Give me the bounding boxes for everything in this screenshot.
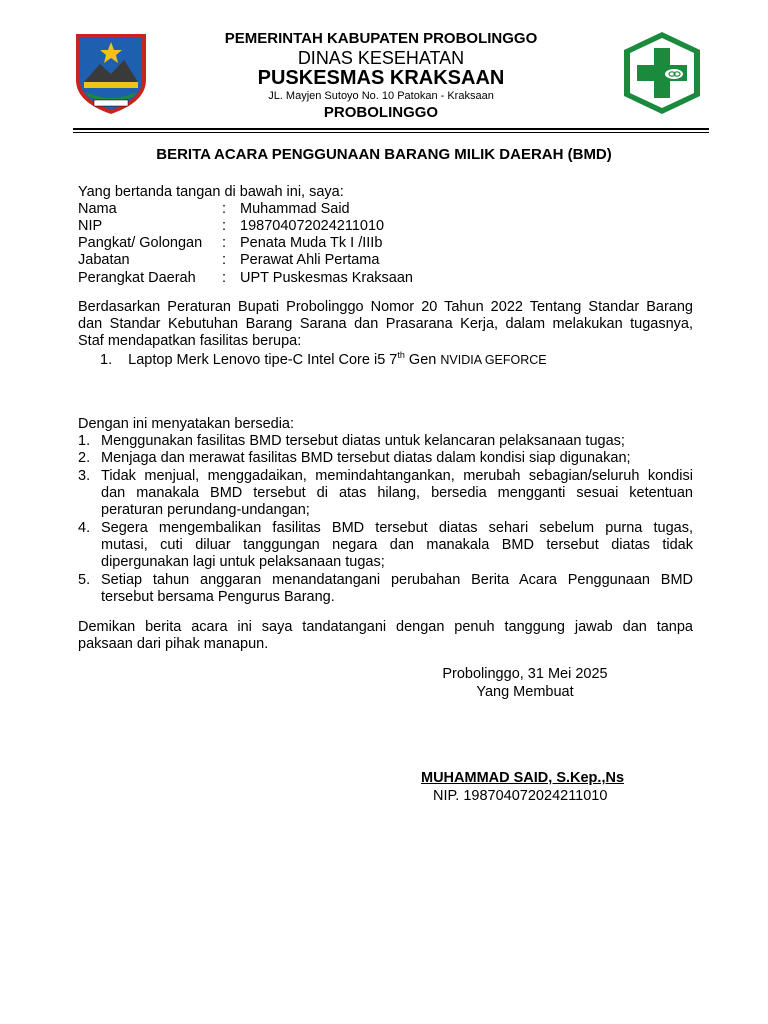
declaration-line: dipergunakan lagi untuk pelaksanaan tugas;: [101, 554, 385, 570]
identity-separator: :: [222, 252, 227, 268]
letterhead-divider: [73, 128, 709, 130]
identity-label: Nama: [78, 201, 117, 217]
declaration-line: mutasi, cuti diluar tanggungan negara dan manakala BMD tersebut diatas tidak: [101, 537, 693, 553]
declaration-number: 2.: [78, 450, 91, 466]
puskesmas-logo: [614, 28, 710, 118]
signature-name: MUHAMMAD SAID, S.Kep.,Ns: [421, 770, 625, 786]
closing-line: paksaan dari pihak manapun.: [78, 636, 269, 652]
basis-line: Staf mendapatkan fasilitas berupa:: [78, 333, 302, 349]
declaration-line: Setiap tahun anggaran menandatangani perubahan Berita Acara Penggunaan BMD: [101, 572, 693, 588]
identity-value: UPT Puskesmas Kraksaan: [240, 270, 413, 286]
regency-crest-icon: [72, 30, 150, 116]
facility-text: Laptop Merk Lenovo tipe-C Intel Core i5 7: [128, 352, 398, 368]
declaration-item: [78, 468, 693, 519]
basis-line: dan Standar Kebutuhan Barang Sarana dan Prasarana Kerja, dalam melakukan tugasnya,: [78, 316, 693, 332]
header-government: PEMERINTAH KABUPATEN PROBOLINGGO: [224, 30, 538, 47]
declaration-line: Menggunakan fasilitas BMD tersebut diatas untuk kelancaran pelaksanaan tugas;: [101, 433, 625, 449]
identity-separator: :: [222, 218, 227, 234]
declaration-item: [78, 520, 693, 571]
identity-value: 198704072024211010: [240, 218, 385, 234]
puskesmas-cross-icon: [614, 28, 710, 118]
identity-separator: :: [222, 270, 227, 286]
declaration-number: 1.: [78, 433, 91, 449]
declaration-intro: Dengan ini menyatakan bersedia:: [78, 416, 295, 432]
declaration-line: peraturan perundang-undangan;: [101, 502, 310, 518]
closing-paragraph: [78, 619, 693, 653]
declaration-item: [78, 572, 693, 606]
facility-gpu: NVIDIA GEFORCE: [440, 353, 547, 367]
identity-label: Perangkat Daerah: [78, 270, 196, 286]
identity-separator: :: [222, 235, 227, 251]
facility-item: [100, 352, 547, 369]
identity-label: NIP: [78, 218, 103, 234]
declaration-item: [78, 433, 693, 450]
identity-separator: :: [222, 201, 227, 217]
signature-role: Yang Membuat: [476, 684, 574, 700]
declaration-number: 4.: [78, 520, 91, 536]
header-puskesmas: PUSKESMAS KRAKSAAN: [257, 67, 505, 89]
declaration-line: tersebut bersama Pengurus Barang.: [101, 589, 335, 605]
identity-value: Penata Muda Tk I /IIIb: [240, 235, 383, 251]
closing-line: Demikan berita acara ini saya tandatangani dengan penuh tanggung jawab dan tanpa: [78, 619, 693, 635]
identity-label: Jabatan: [78, 252, 130, 268]
letterhead-divider-thin: [73, 132, 709, 133]
facility-text-gen: Gen: [404, 352, 441, 368]
declaration-number: 3.: [78, 468, 91, 484]
identity-label: Pangkat/ Golongan: [78, 235, 203, 251]
declaration-line: dan manakala BMD tersebut di atas hilang, bersedia mengganti sesuai ketentuan: [101, 485, 693, 501]
header-city: PROBOLINGGO: [323, 104, 439, 121]
declaration-line: Segera mengembalikan fasilitas BMD tersebut diatas sehari sebelum purna tugas,: [101, 520, 693, 536]
basis-paragraph: [78, 299, 693, 350]
declaration-number: 5.: [78, 572, 91, 588]
signature-place-date: Probolinggo, 31 Mei 2025: [442, 666, 608, 682]
intro-text: Yang bertanda tangan di bawah ini, saya:: [78, 184, 344, 200]
document-title: BERITA ACARA PENGGUNAAN BARANG MILIK DAERAH (BMD): [156, 146, 612, 163]
facility-number: 1.: [100, 352, 113, 368]
facility-superscript: th: [397, 350, 405, 361]
regency-crest-logo: [72, 30, 150, 116]
declaration-line: Menjaga dan merawat fasilitas BMD tersebut diatas dalam kondisi siap digunakan;: [101, 450, 631, 466]
declaration-item: [78, 450, 693, 467]
identity-value: Perawat Ahli Pertama: [240, 252, 380, 268]
signature-nip: NIP. 198704072024211010: [433, 788, 608, 804]
identity-value: Muhammad Said: [240, 201, 350, 217]
header-department: DINAS KESEHATAN: [297, 48, 465, 68]
declaration-line: Tidak menjual, menggadaikan, memindahtangankan, merubah sebagian/seluruh kondisi: [101, 468, 693, 484]
header-address: JL. Mayjen Sutoyo No. 10 Patokan - Kraksaan: [268, 90, 494, 102]
basis-line: Berdasarkan Peraturan Bupati Probolinggo Nomor 20 Tahun 2022 Tentang Standar Barang: [78, 299, 693, 315]
